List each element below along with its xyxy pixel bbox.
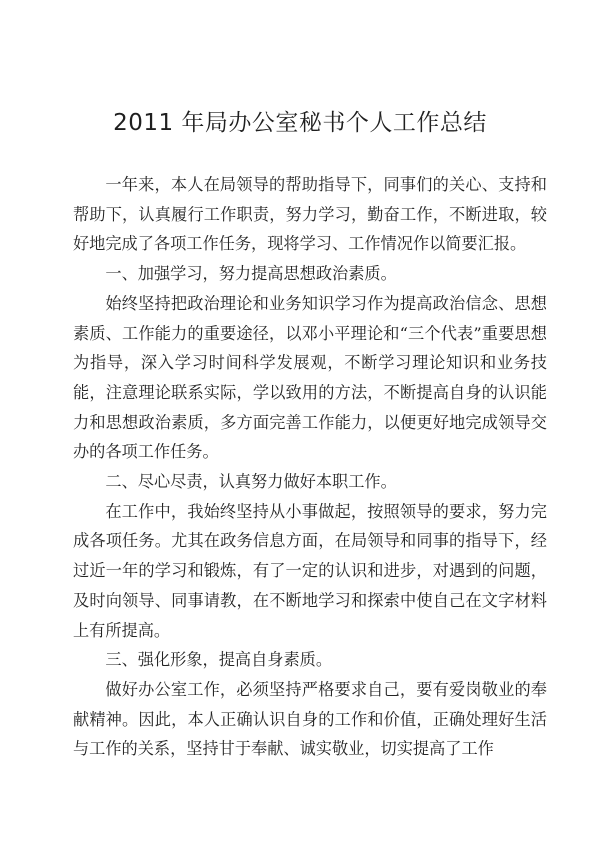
study-paragraph: 始终坚持把政治理论和业务知识学习作为提高政治信念、思想素质、工作能力的重要途径，以邓小平理论和“三个代表”重要思想为指导，深入学习时间科学发展观，不断学习理论知识和业务技能，注意理论联系实际，学以致用的方法，不断提高自身的认识能力和思想政治素质，多方面完善工作能力，以便更好地完成领导交办的各项工作任务。 bbox=[73, 293, 547, 462]
intro-paragraph: 一年来，本人在局领导的帮助指导下，同事们的关心、支持和帮助下，认真履行工作职责，努力学习，勤奋工作，不断进取，较好地完成了各项工作任务，现将学习、工作情况作以简要汇报。 bbox=[73, 175, 547, 254]
document-body bbox=[73, 170, 547, 764]
section-heading-duty: 二、尽心尽责，认真努力做好本职工作。 bbox=[105, 472, 397, 492]
document-title: 2011 年局办公室秘书个人工作总结 bbox=[113, 110, 487, 136]
image-paragraph: 做好办公室工作，必须坚持严格要求自己，要有爱岗敬业的奉献精神。因此，本人正确认识自身的工作和价值，正确处理好生活与工作的关系，坚持甘于奉献、诚实敬业，切实提高了工作 bbox=[73, 679, 547, 759]
section-heading-image: 三、强化形象，提高自身素质。 bbox=[105, 650, 333, 670]
section-heading-study: 一、加强学习，努力提高思想政治素质。 bbox=[105, 264, 397, 284]
duty-paragraph: 在工作中，我始终坚持从小事做起，按照领导的要求，努力完成各项任务。尤其在政务信息方面，在局领导和同事的指导下，经过近一年的学习和锻炼，有了一定的认识和进步，对遇到的问题，及时向领导、同事请教，在不断地学习和探索中使自己在文字材料上有所提高。 bbox=[73, 501, 547, 640]
